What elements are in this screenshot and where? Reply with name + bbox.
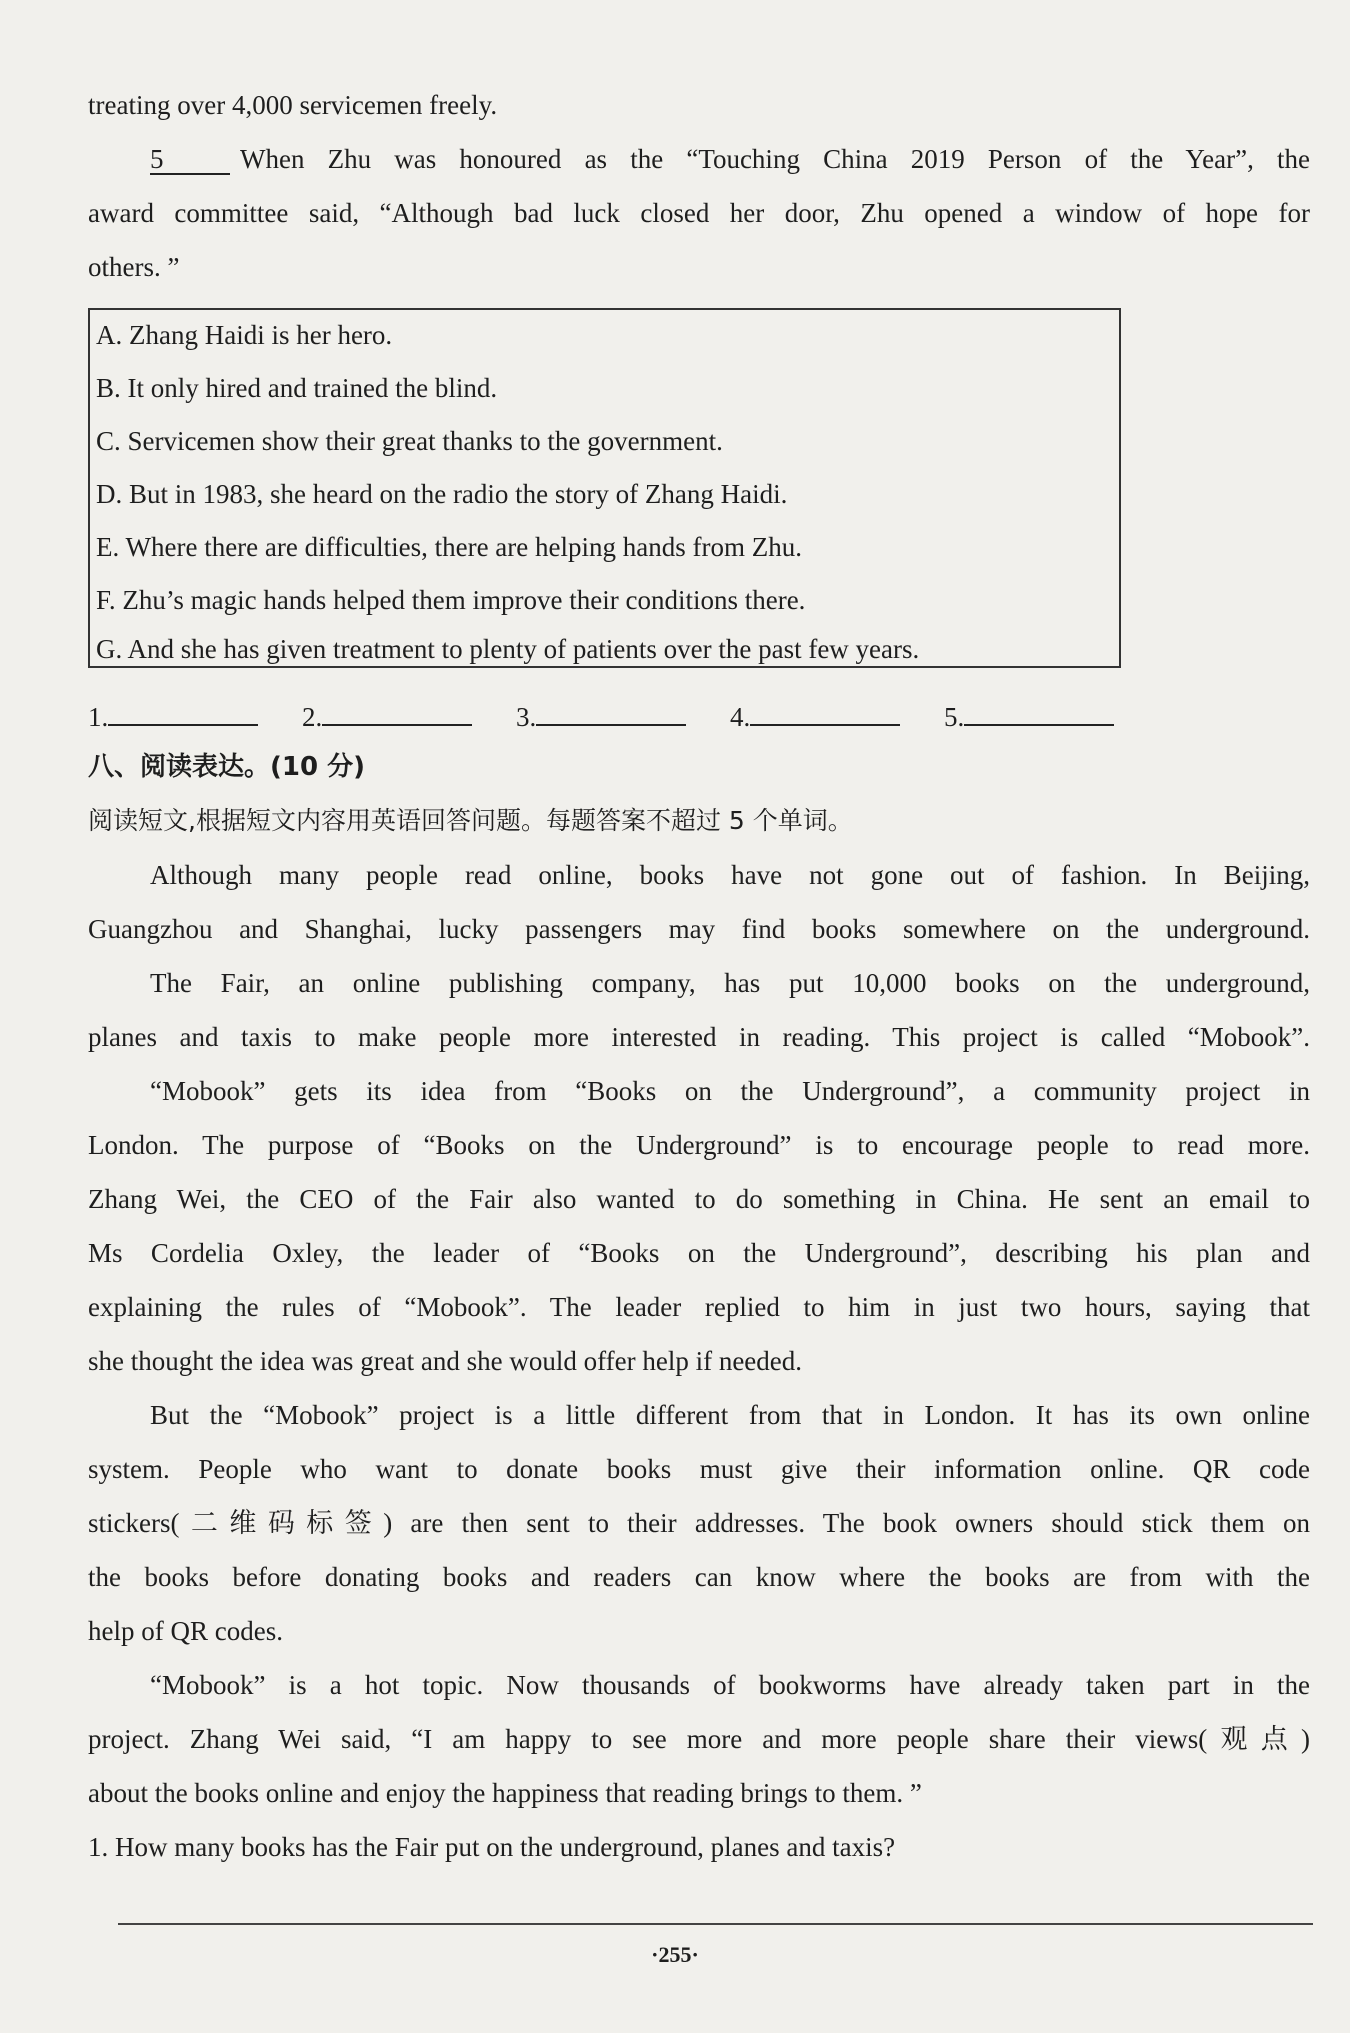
option-c: C. Servicemen show their great thanks to the government. — [96, 426, 723, 456]
section-instruction: 阅读短文,根据短文内容用英语回答问题。每题答案不超过 5 个单词。 — [88, 806, 853, 835]
option-f: F. Zhu’s magic hands helped them improve their conditions there. — [96, 585, 806, 615]
passage-line: “Mobook” gets its idea from “Books on the Underground”, a community project in — [150, 1076, 1310, 1106]
answer-line[interactable] — [964, 698, 1114, 726]
option-g: G. And she has given treatment to plenty of patients over the past few years. — [96, 634, 920, 664]
options-box — [88, 308, 1121, 668]
answer-line[interactable] — [322, 698, 472, 726]
answer-line[interactable] — [108, 698, 258, 726]
option-d: D. But in 1983, she heard on the radio the story of Zhang Haidi. — [96, 479, 788, 509]
blank-number: 5 — [150, 145, 230, 175]
answer-blank-5[interactable] — [944, 698, 1114, 734]
passage-line: London. The purpose of “Books on the Underground” is to encourage people to read more. — [88, 1130, 1310, 1160]
passage-line: she thought the idea was great and she would offer help if needed. — [88, 1346, 803, 1376]
passage-line: system. People who want to donate books must give their information online. QR code — [88, 1454, 1310, 1484]
answer-label: 2. — [302, 702, 323, 732]
passage-text: When Zhu was honoured as the “Touching China 2019 Person of the Year”, the — [240, 144, 1310, 174]
passage-line: planes and taxis to make people more interested in reading. This project is called “Mobook”. — [88, 1022, 1310, 1052]
answer-line[interactable] — [536, 698, 686, 726]
answer-blank-1[interactable] — [88, 698, 258, 734]
answer-label: 5. — [944, 702, 965, 732]
option-e: E. Where there are difficulties, there are helping hands from Zhu. — [96, 532, 802, 562]
footer-divider — [118, 1923, 1313, 1925]
passage-line: But the “Mobook” project is a little different from that in London. It has its own online — [150, 1400, 1310, 1430]
passage-line: others. ” — [88, 252, 180, 282]
passage-line — [150, 142, 1310, 176]
answer-blank-3[interactable] — [516, 698, 686, 734]
passage-line: treating over 4,000 servicemen freely. — [88, 90, 498, 120]
passage-line: explaining the rules of “Mobook”. The leader replied to him in just two hours, saying that — [88, 1292, 1310, 1322]
passage-line: Although many people read online, books have not gone out of fashion. In Beijing, — [150, 860, 1310, 890]
option-a: A. Zhang Haidi is her hero. — [96, 320, 393, 350]
passage-line: “Mobook” is a hot topic. Now thousands of bookworms have already taken part in the — [150, 1670, 1310, 1700]
answer-label: 3. — [516, 702, 537, 732]
answer-blank-4[interactable] — [730, 698, 900, 734]
passage-line: project. Zhang Wei said, “I am happy to see more and more people share their views(观点) — [88, 1724, 1310, 1754]
page-number: ·255· — [651, 1942, 699, 1967]
answer-blanks — [88, 698, 1138, 734]
passage-line: stickers(二维码标签) are then sent to their addresses. The book owners should stick them on — [88, 1508, 1310, 1538]
passage-line: award committee said, “Although bad luck closed her door, Zhu opened a window of hope for — [88, 198, 1310, 228]
passage-line: The Fair, an online publishing company, has put 10,000 books on the underground, — [150, 968, 1310, 998]
option-b: B. It only hired and trained the blind. — [96, 373, 498, 403]
passage-line: about the books online and enjoy the happiness that reading brings to them. ” — [88, 1778, 922, 1808]
answer-line[interactable] — [750, 698, 900, 726]
answer-label: 1. — [88, 702, 109, 732]
passage-line: Guangzhou and Shanghai, lucky passengers may find books somewhere on the underground. — [88, 914, 1310, 944]
section-heading: 八、阅读表达。(10 分) — [88, 752, 365, 782]
question-1: 1. How many books has the Fair put on the underground, planes and taxis? — [88, 1832, 896, 1862]
passage-line: the books before donating books and readers can know where the books are from with the — [88, 1562, 1310, 1592]
passage-line: Ms Cordelia Oxley, the leader of “Books on the Underground”, describing his plan and — [88, 1238, 1310, 1268]
passage-line: Zhang Wei, the CEO of the Fair also wanted to do something in China. He sent an email to — [88, 1184, 1310, 1214]
answer-label: 4. — [730, 702, 751, 732]
passage-line: help of QR codes. — [88, 1616, 283, 1646]
answer-blank-2[interactable] — [302, 698, 472, 734]
